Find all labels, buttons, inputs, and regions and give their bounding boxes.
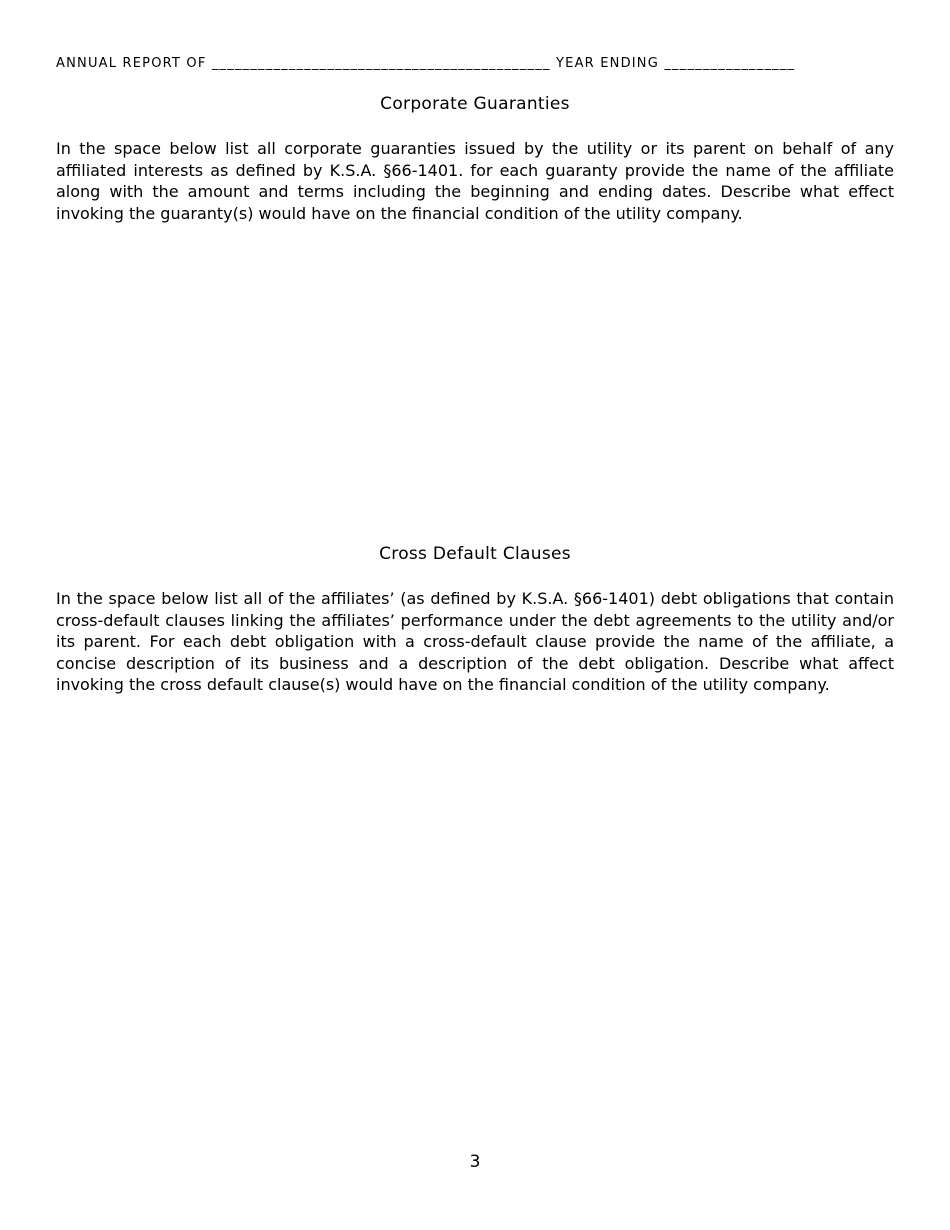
year-ending-label: YEAR ENDING bbox=[556, 56, 660, 71]
year-ending-field[interactable]: _________________ bbox=[664, 56, 796, 71]
cross-default-clauses-instructions: In the space below list all of the affiliates’ (as defined by K.S.A. §66-1401) debt obligations that contain cross-default clauses linking the affiliates’ performance under the debt agreements to the utility and/or its parent. For each debt obligation with a cross-default clause provide the name of the affiliate, a concise description of its business and a description of the debt obligation. Describe what affect invoking the cross default clause(s) would have on the financial condition of the utility company. bbox=[56, 589, 894, 694]
cross-default-clauses-title: Cross Default Clauses bbox=[379, 544, 571, 564]
corporate-guaranties-response-area[interactable] bbox=[56, 230, 894, 530]
corporate-guaranties-instructions: In the space below list all corporate guaranties issued by the utility or its parent on behalf of any affiliated interests as defined by K.S.A. §66-1401. for each guaranty provide the name of the affiliate along with the amount and terms including the beginning and ending dates. Describe what effect invoking the guaranty(s) would have on the financial condition of the utility company. bbox=[56, 139, 894, 223]
annual-report-of-field[interactable]: ____________________________________________ bbox=[211, 56, 551, 71]
report-header bbox=[56, 56, 896, 71]
page-number: 3 bbox=[469, 1152, 481, 1172]
corporate-guaranties-title: Corporate Guaranties bbox=[380, 94, 570, 114]
annual-report-label: ANNUAL REPORT OF bbox=[56, 56, 207, 71]
cross-default-clauses-response-area[interactable] bbox=[56, 700, 894, 1130]
